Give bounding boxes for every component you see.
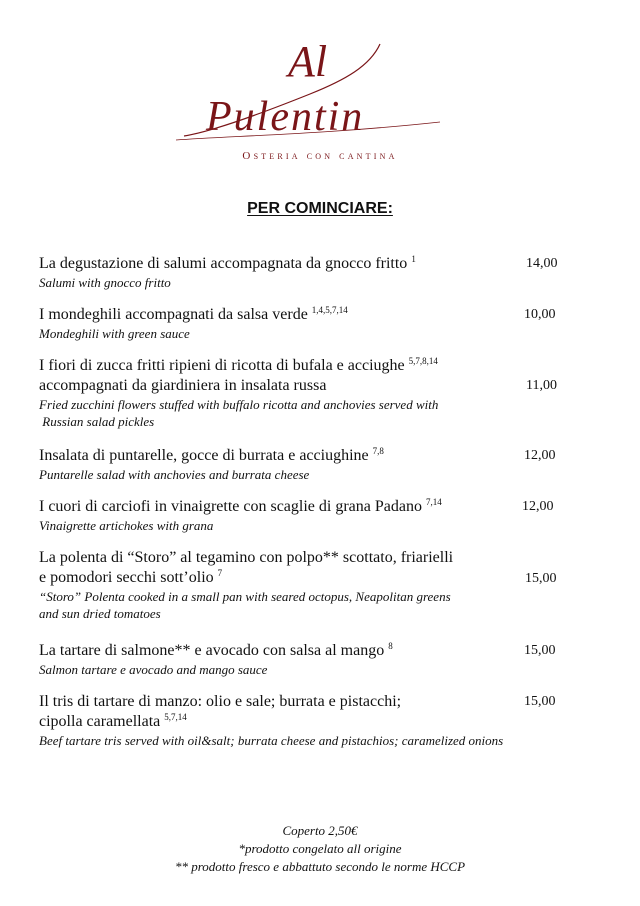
item-name-en: Salumi with gnocco fritto bbox=[39, 275, 171, 290]
menu-item bbox=[39, 692, 599, 749]
item-name-en-line2: and sun dried tomatoes bbox=[39, 606, 161, 621]
item-name-it: I cuori di carciofi in vinaigrette con scaglie di grana Padano $^{7,14}$ bbox=[39, 497, 442, 515]
logo-text-pulentin: Pulentin bbox=[206, 94, 365, 140]
fresh-note: ** prodotto fresco e abbattuto secondo le norme HCCP bbox=[174, 859, 466, 874]
item-name-it-line2: accompagnati da giardiniera in insalata russa bbox=[39, 377, 327, 394]
allergen-codes: 1,4,5,7,14 bbox=[311, 305, 348, 315]
item-price: 14,00 bbox=[526, 256, 558, 271]
menu-item bbox=[39, 446, 599, 483]
item-name-it: La tartare di salmone** e avocado con salsa al mango $^8$ bbox=[39, 641, 393, 659]
item-price: 10,00 bbox=[524, 307, 556, 322]
menu-item bbox=[39, 641, 599, 678]
logo-script bbox=[170, 36, 450, 148]
item-name-en-line2: Russian salad pickles bbox=[39, 414, 155, 429]
item-name-it-line2: e pomodori secchi sott’olio $^7$ bbox=[39, 568, 223, 586]
logo-text-al: Al bbox=[288, 37, 328, 86]
item-name-en: Mondeghili with green sauce bbox=[39, 326, 190, 341]
menu-item bbox=[39, 356, 599, 430]
menu-item bbox=[39, 497, 599, 534]
section-title: PER COMINCIARE: bbox=[247, 200, 393, 217]
item-price: 15,00 bbox=[524, 694, 556, 709]
cover-charge: Coperto 2,50€ bbox=[282, 823, 358, 838]
item-name-it: La polenta di “Storo” al tegamino con polpo** scottato, friarielli bbox=[39, 549, 454, 566]
item-price: 15,00 bbox=[525, 571, 557, 586]
item-name-en: Salmon tartare e avocado and mango sauce bbox=[39, 662, 268, 677]
allergen-codes: 5,7,14 bbox=[164, 712, 187, 722]
item-price: 12,00 bbox=[524, 448, 556, 463]
menu-item bbox=[39, 254, 599, 291]
item-name-en: Vinaigrette artichokes with grana bbox=[39, 518, 214, 533]
item-name-it: La degustazione di salumi accompagnata da gnocco fritto $^1$ bbox=[39, 254, 416, 272]
item-name-en: Beef tartare tris served with oil&salt; burrata cheese and pistachios; caramelized onions bbox=[39, 733, 504, 748]
allergen-codes: 8 bbox=[388, 641, 393, 651]
allergen-codes: 1 bbox=[411, 254, 416, 264]
subtitle: Osteria con cantina bbox=[242, 150, 398, 162]
menu-item bbox=[39, 305, 599, 342]
item-name-en: Fried zucchini flowers stuffed with buffalo ricotta and anchovies served with bbox=[39, 397, 439, 412]
item-name-it: I fiori di zucca fritti ripieni di ricotta di bufala e acciughe $^{5,7,8,14}$ bbox=[39, 356, 438, 374]
item-price: 12,00 bbox=[522, 499, 554, 514]
item-name-it-line2: cipolla caramellata $^{5,7,14}$ bbox=[39, 712, 187, 730]
allergen-codes: 5,7,8,14 bbox=[408, 356, 438, 366]
item-name-en: Puntarelle salad with anchovies and burrata cheese bbox=[39, 467, 310, 482]
frozen-note: *prodotto congelato all origine bbox=[238, 841, 402, 856]
allergen-codes: 7,8 bbox=[372, 446, 384, 456]
allergen-codes: 7,14 bbox=[425, 497, 442, 507]
item-name-it: Insalata di puntarelle, gocce di burrata e acciughine $^{7,8}$ bbox=[39, 446, 384, 464]
item-price: 11,00 bbox=[526, 378, 557, 393]
item-name-it: Il tris di tartare di manzo: olio e sale; burrata e pistacchi; bbox=[39, 693, 402, 710]
item-price: 15,00 bbox=[524, 643, 556, 658]
logo bbox=[170, 36, 450, 148]
footer-notes bbox=[0, 822, 640, 876]
allergen-codes: 7 bbox=[217, 568, 223, 578]
menu-item bbox=[39, 548, 599, 622]
item-name-it: I mondeghili accompagnati da salsa verde $^{1,4,5,7,14}$ bbox=[39, 305, 348, 323]
item-name-en: “Storo” Polenta cooked in a small pan with seared octopus, Neapolitan greens bbox=[39, 589, 451, 604]
